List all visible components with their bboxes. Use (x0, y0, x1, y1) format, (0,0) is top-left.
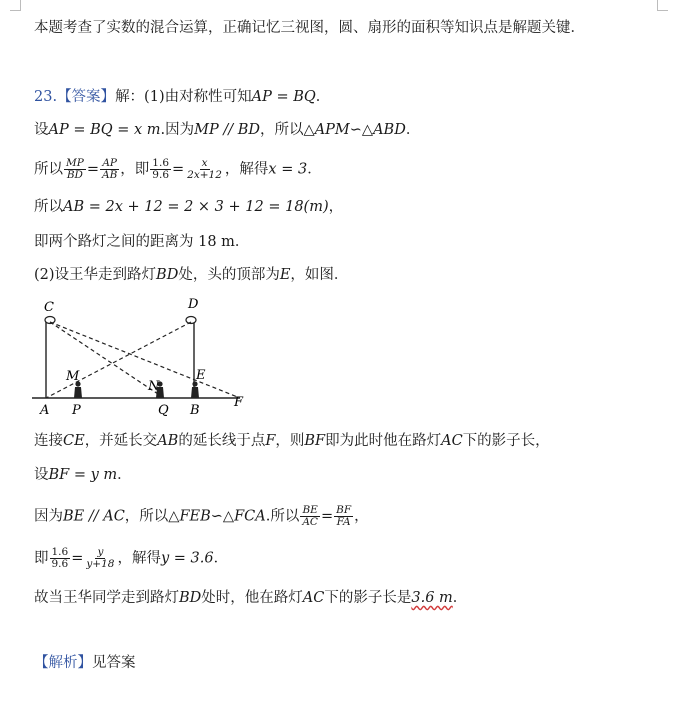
label-q: Q (158, 403, 169, 418)
page-corner-mark (10, 0, 21, 11)
ray-c-f (50, 322, 240, 398)
label-a: A (40, 403, 50, 418)
answer-line-9: 因为BE // AC，所以△FEB∽△FCA.所以 $\frac{BE}{AC}$ = $\frac{BF}{FA}$ ， (34, 504, 369, 528)
answer-tag: 【答案】 (57, 89, 116, 105)
answer-line-4: 所以AB = 2x + 12 = 2 × 3 + 12 = 18(m)， (34, 199, 344, 215)
final-answer: 3.6 m (411, 590, 453, 606)
person-at-b-icon (191, 381, 199, 398)
label-m: M (66, 369, 80, 384)
question-number: 23. (34, 89, 58, 105)
answer-line-10: 即 $\frac{1.6}{9.6}$ = $\frac{y}{y+18}$ ，解得y = 3.6． (34, 546, 229, 570)
fraction: $\frac{x}{2x+12}$ (187, 157, 222, 181)
fraction: $\frac{1.6}{9.6}$ (152, 157, 169, 181)
previous-note: 本题考查了实数的混合运算，正确记忆三视图，圆、扇形的面积等知识点是解题关键． (34, 20, 585, 36)
answer-line-6: (2)设王华走到路灯BD处，头的顶部为E，如图． (34, 267, 349, 283)
ray-c-q (50, 322, 164, 398)
answer-line-3: 所以 $\frac{MP}{BD}$ = $\frac{AP}{AB}$ ，即 $\frac{1.6}{9.6}$ = $\frac{x}{2x+12}$ ，解得x = 3． (34, 157, 322, 181)
answer-line-2: 设AP = BQ = x m.因为MP // BD，所以△APM∽△ABD． (34, 122, 421, 138)
fraction: $\frac{AP}{AB}$ (101, 157, 118, 181)
analysis-tag: 【解析】 (34, 655, 92, 671)
answer-line-1: 23.【答案】解：(1)由对称性可知AP = BQ． (34, 89, 331, 105)
label-n: N (148, 379, 160, 394)
fraction: $\frac{y}{y+18}$ (86, 546, 115, 570)
answer-line-11: 故当王华同学走到路灯BD处时，他在路灯AC下的影子长是3.6 m． (34, 590, 468, 606)
fraction: $\frac{BE}{AC}$ (302, 504, 318, 528)
fraction: $\frac{BF}{FA}$ (336, 504, 352, 528)
answer-line-5: 即两个路灯之间的距离为 18 m． (34, 234, 250, 250)
answer-line-8: 设BF = y m． (34, 467, 132, 483)
answer-line-7: 连接CE，并延长交AB的延长线于点F，则BF即为此时他在路灯AC下的影子长， (34, 433, 550, 449)
page-corner-mark (657, 0, 668, 11)
streetlight-figure (28, 292, 258, 422)
label-p: P (72, 403, 81, 418)
label-c: C (44, 300, 54, 315)
analysis-line: 【解析】见答案 (34, 655, 136, 671)
label-e: E (196, 368, 206, 383)
fraction: $\frac{MP}{BD}$ (66, 157, 84, 181)
label-f: F (234, 395, 244, 410)
label-b: B (190, 403, 200, 418)
label-d: D (188, 297, 199, 312)
fraction: $\frac{1.6}{9.6}$ (51, 546, 69, 570)
